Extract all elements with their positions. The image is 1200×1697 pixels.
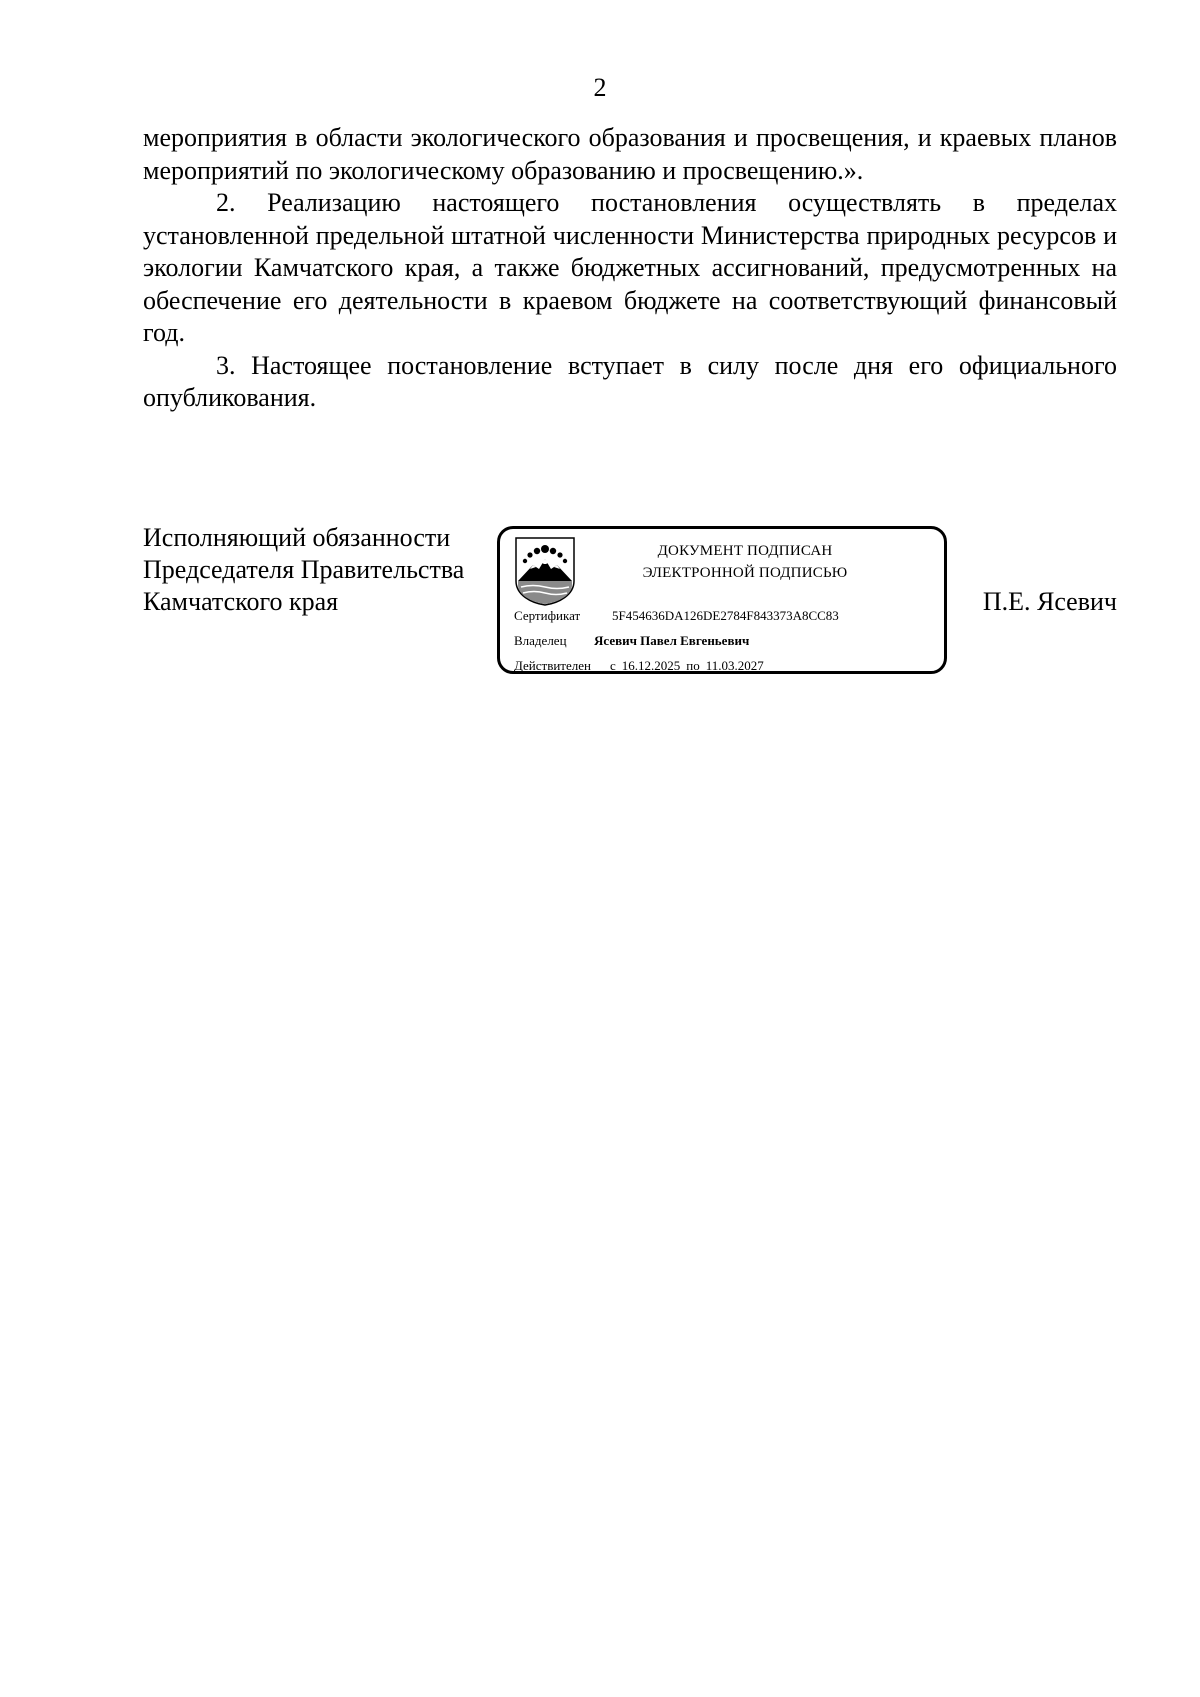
certificate-row — [514, 608, 839, 624]
certificate-label: Сертификат — [514, 608, 581, 623]
signer-position-line: Исполняющий обязанности — [143, 523, 451, 552]
paragraph-continuation: мероприятия в области экологического образования и просвещения, и краевых планов мероприятий по экологическому образованию и просвещению.». — [143, 123, 1117, 185]
validity-to-prefix: по — [686, 658, 700, 673]
signer-name: П.Е. Ясевич — [982, 587, 1117, 616]
kamchatka-coat-of-arms-icon — [513, 535, 577, 607]
validity-from-prefix: с — [610, 658, 616, 673]
stamp-heading — [590, 540, 900, 584]
owner-value: Ясевич Павел Евгеньевич — [594, 633, 750, 648]
owner-row — [514, 633, 749, 649]
validity-to-date: 11.03.2027 — [705, 658, 764, 673]
validity-row — [514, 658, 764, 674]
electronic-signature-stamp — [497, 526, 947, 674]
signer-position — [143, 522, 464, 618]
signer-position-line: Председателя Правительства — [143, 555, 465, 584]
signer-position-line: Камчатского края — [143, 587, 339, 616]
document-body — [143, 122, 1117, 415]
paragraph-item-3: 3. Настоящее постановление вступает в силу после дня его официального опубликования. — [143, 350, 1117, 412]
page-number: 2 — [593, 73, 607, 102]
stamp-heading-line: ЭЛЕКТРОННОЙ ПОДПИСЬЮ — [642, 565, 848, 581]
owner-label: Владелец — [514, 633, 567, 648]
paragraph-item-2: 2. Реализацию настоящего постановления осуществлять в пределах установленной предельной штатной численности Министерства природных ресурсов и экологии Камчатского края, а также бюджетных ассигнований, предусмотренных на обеспечение его деятельности в краевом бюджете на соответствующий финансовый год. — [143, 188, 1117, 347]
validity-from-date: 16.12.2025 — [621, 658, 681, 673]
certificate-value: 5F454636DA126DE2784F843373A8CC83 — [612, 608, 839, 623]
stamp-heading-line: ДОКУМЕНТ ПОДПИСАН — [657, 543, 833, 559]
validity-label: Действителен — [514, 658, 591, 673]
